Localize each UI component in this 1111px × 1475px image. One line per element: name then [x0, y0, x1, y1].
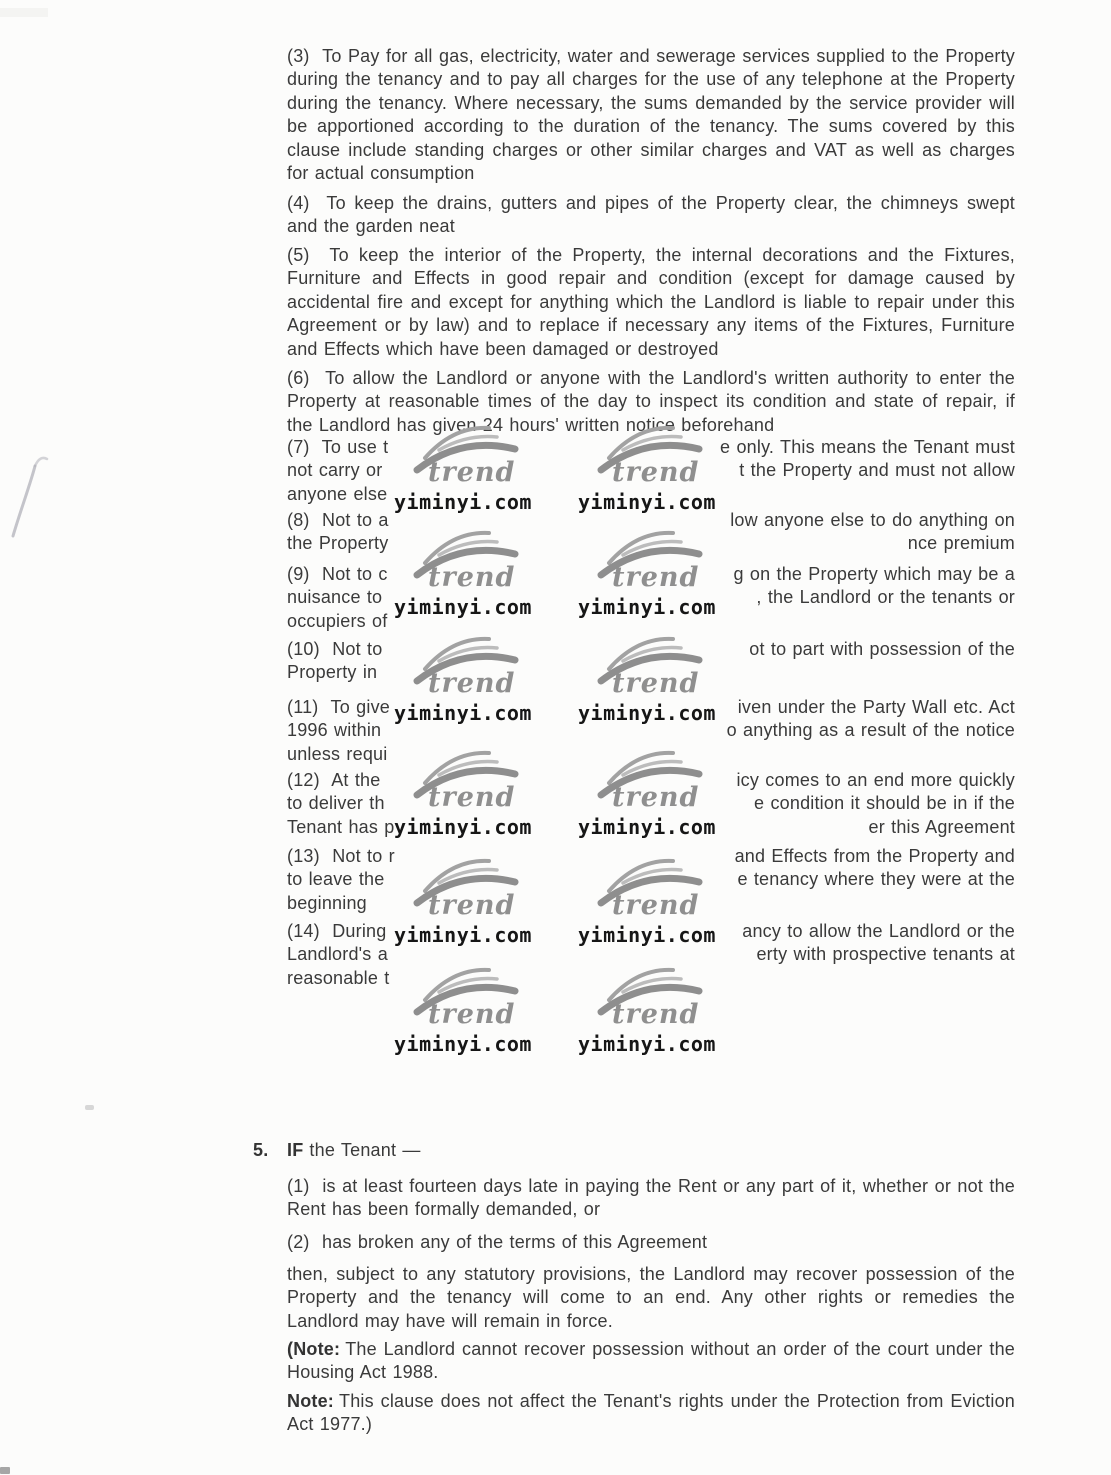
text-fragment-left: to leave the — [287, 869, 385, 890]
clause-line — [287, 769, 1015, 792]
watermark-site-text: yiminyi.com — [394, 1032, 532, 1056]
clause-12 — [287, 769, 1015, 839]
text-fragment-right: low anyone else to do anything on — [730, 510, 1015, 530]
text-fragment-right: , the Landlord or the tenants or — [756, 587, 1015, 608]
watermark-site-text: yiminyi.com — [394, 490, 532, 514]
clause-line — [287, 868, 1015, 891]
text-fragment-left: 1996 within — [287, 720, 382, 741]
watermark-site-text: yiminyi.com — [578, 490, 716, 514]
text-fragment-right: t the Property and must not allow — [739, 460, 1015, 481]
text-fragment-left: beginning — [287, 892, 367, 913]
clause-line — [287, 892, 1015, 915]
svg-text:trend: trend — [428, 890, 516, 917]
svg-text:trend: trend — [428, 457, 516, 484]
text-fragment-left: the Property — [287, 533, 389, 554]
scan-speck — [85, 1105, 94, 1110]
note-housing-act — [287, 1338, 1015, 1385]
text-fragment-right: g on the Property which may be a — [733, 564, 1015, 584]
watermark-site-text: yiminyi.com — [394, 815, 532, 839]
text-fragment-right: iven under the Party Wall etc. Act — [737, 697, 1015, 717]
watermark-site-text: yiminyi.com — [394, 595, 532, 619]
clause-5: (5) To keep the interior of the Property, the internal decorations and the Fixtures, Furniture and Effects in good repair and condition (except for damage caused by accidental fire and except for anything which the Landlord is liable to repair under this Agreement or by law) and to replace if necessary any items of the Fixtures, Furniture and Effects which have been damaged or destroyed — [287, 245, 1015, 359]
text-fragment-left: (8) Not to a — [287, 510, 389, 530]
clause-3: (3) To Pay for all gas, electricity, water and sewerage services supplied to the Property during the tenancy and to pay all charges for the use of any telephone at the Property during the tenancy. Where necessary, the sums demanded by the service provider will be apportioned according to the duration of the tenancy. The sums covered by this clause include standing charges or other similar charges and VAT as well as charges for actual consumption — [287, 46, 1015, 184]
text-fragment-left: (12) At the — [287, 770, 381, 790]
watermark-site-text: yiminyi.com — [578, 1032, 716, 1056]
watermark-site-text: yiminyi.com — [578, 595, 716, 619]
watermark-site-text: yiminyi.com — [578, 701, 716, 725]
clause-line — [287, 610, 1015, 633]
text-fragment-left: occupiers of — [287, 610, 388, 631]
clause-line — [287, 816, 1015, 839]
clause-line — [287, 483, 1015, 506]
clause-8 — [287, 509, 1015, 556]
clause-7 — [287, 436, 1015, 506]
svg-text:trend: trend — [428, 999, 516, 1026]
svg-text:trend: trend — [612, 890, 700, 917]
clause-line — [287, 967, 1015, 990]
text-fragment-left: not carry or — [287, 460, 383, 481]
clause-line — [287, 661, 1015, 684]
note-label: Note: — [287, 1391, 334, 1411]
section-number: 5. — [253, 1140, 269, 1160]
text-fragment-left: (13) Not to r — [287, 846, 395, 866]
watermark-site-text: yiminyi.com — [578, 923, 716, 947]
clause-line — [287, 586, 1015, 609]
scan-smudge-top-left — [0, 8, 48, 17]
clause-10 — [287, 638, 1015, 685]
text-fragment-left: (11) To give — [287, 697, 390, 717]
watermark-site-text: yiminyi.com — [394, 923, 532, 947]
clause-line — [287, 743, 1015, 766]
text-fragment-left: nuisance to — [287, 587, 383, 608]
text-fragment-left: reasonable t — [287, 967, 390, 988]
svg-text:trend: trend — [428, 562, 516, 589]
text-fragment-left: (9) Not to c — [287, 564, 388, 584]
svg-text:trend: trend — [612, 457, 700, 484]
clause-11 — [287, 696, 1015, 766]
svg-text:trend: trend — [612, 782, 700, 809]
pen-mark — [4, 452, 50, 552]
clause-4: (4) To keep the drains, gutters and pipes of the Property clear, the chimneys swept and the garden neat — [287, 193, 1015, 237]
svg-text:trend: trend — [428, 782, 516, 809]
clause-line — [287, 638, 1015, 661]
svg-text:trend: trend — [612, 668, 700, 695]
clause-6: (6) To allow the Landlord or anyone with the Landlord's written authority to enter the Property at reasonable times of the day to inspect its condition and state of repair, if the Landlord has given 24 hours' written notice beforehand — [287, 368, 1015, 435]
note-eviction-act — [287, 1390, 1015, 1437]
text-fragment-right: and Effects from the Property and — [734, 846, 1015, 866]
text-fragment-right: e tenancy where they were at the — [737, 869, 1015, 890]
section-5-header — [253, 1139, 1015, 1162]
text-fragment-right: o anything as a result of the notice — [726, 720, 1015, 741]
section-lead-text: the Tenant — — [309, 1140, 421, 1160]
clause-line — [287, 459, 1015, 482]
text-fragment-left: Landlord's a — [287, 944, 388, 965]
text-fragment-left: Property in — [287, 662, 378, 683]
text-fragment-right: nce premium — [907, 533, 1015, 554]
text-fragment-left: Tenant has p — [287, 816, 395, 837]
clause-line — [287, 436, 1015, 459]
text-fragment-right: ancy to allow the Landlord or the — [742, 921, 1015, 941]
text-fragment-left: to deliver th — [287, 793, 385, 814]
svg-text:trend: trend — [612, 562, 700, 589]
note-text: This clause does not affect the Tenant's rights under the Protection from Eviction Act 1977.) — [287, 1391, 1015, 1435]
text-fragment-right: e only. This means the Tenant must — [720, 437, 1015, 457]
svg-text:trend: trend — [428, 668, 516, 695]
clause-line — [287, 920, 1015, 943]
note-text: The Landlord cannot recover possession without an order of the court under the Housing Act 1988. — [287, 1339, 1015, 1383]
clause-line — [287, 792, 1015, 815]
subclause-1: (1) is at least fourteen days late in paying the Rent or any part of it, whether or not the Rent has been formally demanded, or — [287, 1176, 1015, 1220]
clause-line — [287, 943, 1015, 966]
text-fragment-left: (7) To use t — [287, 437, 389, 457]
clause-13 — [287, 845, 1015, 915]
clause-line — [287, 563, 1015, 586]
consequence-paragraph: then, subject to any statutory provisions, the Landlord may recover possession of the Property and the tenancy will come to an end. Any other rights or remedies the Landlord may have will remain in force. — [287, 1264, 1015, 1331]
section-lead-bold: IF — [287, 1140, 304, 1160]
clause-line — [287, 845, 1015, 868]
svg-text:trend: trend — [612, 999, 700, 1026]
note-label: (Note: — [287, 1339, 341, 1359]
watermark-site-text: yiminyi.com — [394, 701, 532, 725]
text-fragment-left: (14) During — [287, 921, 387, 941]
watermark-site-text: yiminyi.com — [578, 815, 716, 839]
text-fragment-right: icy comes to an end more quickly — [736, 770, 1015, 790]
text-fragment-right: er this Agreement — [868, 816, 1015, 837]
clause-line — [287, 509, 1015, 532]
clause-line — [287, 719, 1015, 742]
text-fragment-left: unless requi — [287, 743, 388, 764]
clause-line — [287, 696, 1015, 719]
scan-smudge-bottom-left — [0, 1467, 10, 1474]
text-fragment-left: anyone else — [287, 483, 388, 504]
text-fragment-right: e condition it should be in if the — [754, 793, 1015, 814]
subclause-2: (2) has broken any of the terms of this Agreement — [287, 1232, 708, 1252]
clause-line — [287, 532, 1015, 555]
clause-14 — [287, 920, 1015, 990]
clause-9 — [287, 563, 1015, 633]
text-fragment-right: ot to part with possession of the — [749, 639, 1015, 659]
text-fragment-left: (10) Not to — [287, 639, 383, 659]
text-fragment-right: erty with prospective tenants at — [756, 944, 1015, 965]
